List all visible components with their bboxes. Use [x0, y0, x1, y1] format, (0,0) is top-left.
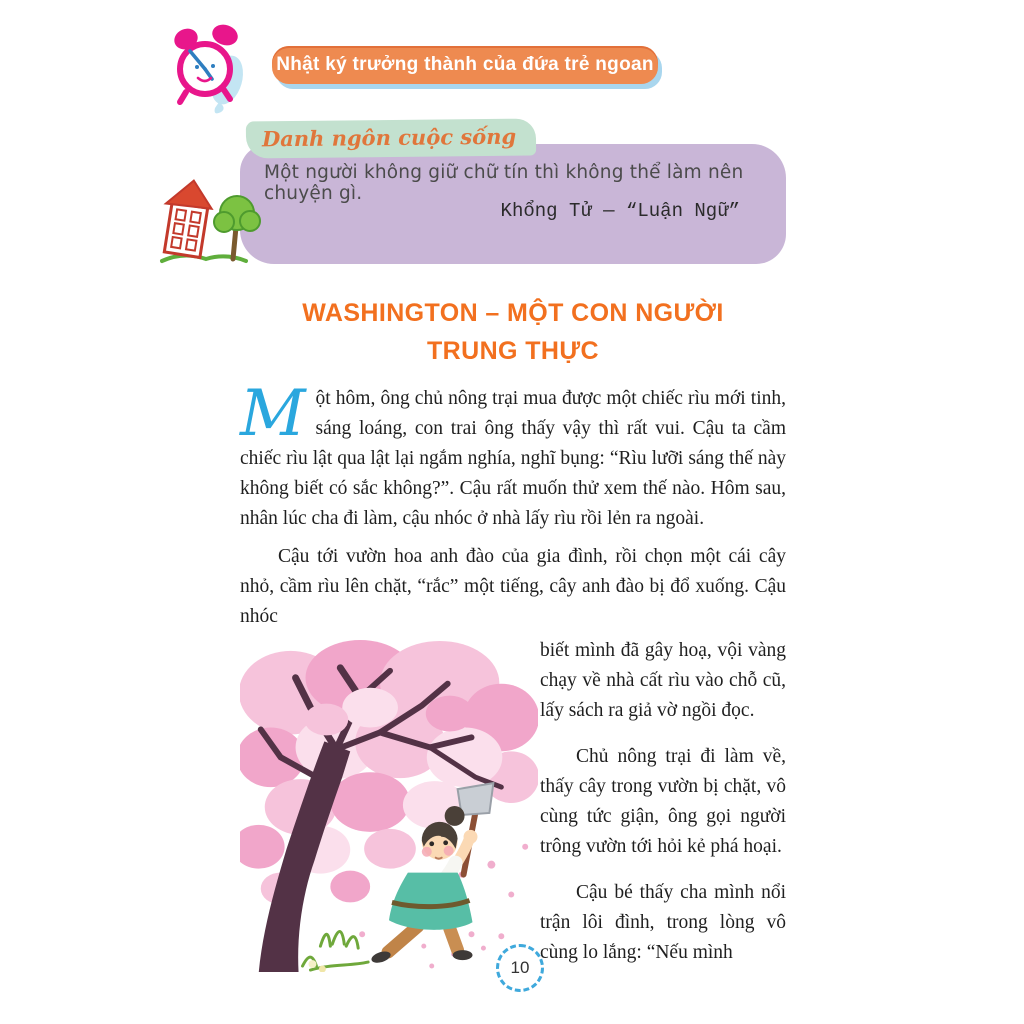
page-number-badge	[496, 944, 544, 992]
drop-cap: M	[240, 377, 306, 451]
illustrated-section	[240, 636, 786, 968]
paragraph-2: Cậu tới vườn hoa anh đào của gia đình, rồi chọn một cái cây nhỏ, cầm rìu lên chặt, “rắc” một tiếng, cây anh đào bị đổ xuống. Cậu nhóc	[240, 546, 786, 627]
paragraph-4: Cậu bé thấy cha mình nổi trận lôi đình, trong lòng vô cùng lo lắng: “Nếu mình	[540, 882, 786, 963]
article-title-line1: WASHINGTON – MỘT CON NGƯỜI	[302, 299, 724, 327]
quote-box	[240, 144, 786, 264]
article-title-line2: TRUNG THỰC	[427, 337, 599, 365]
page-number: 10	[510, 958, 530, 977]
house-and-tree-icon	[154, 175, 272, 273]
paragraph-1	[240, 377, 786, 534]
article-title	[240, 294, 786, 370]
quote-attribution: Khổng Tử — “Luận Ngữ”	[500, 200, 740, 222]
chapter-banner-title: Nhật ký trưởng thành của đứa trẻ ngoan	[276, 54, 654, 75]
alarm-clock-icon	[164, 22, 256, 114]
paragraph-2-continued: biết mình đã gây hoạ, vội vàng chạy về nhà cất rìu vào chỗ cũ, lấy sách ra giả vờ ngồi đọc.	[540, 640, 786, 721]
chapter-banner	[272, 46, 658, 84]
paragraph-1-text: ột hôm, ông chủ nông trại mua được một chiếc rìu mới tinh, sáng loáng, con trai ông thấy vậy thì rất vui. Cậu ta cầm chiếc rìu lật qua lật lại ngắm nghía, nghĩ bụng: “Rìu lưỡi sáng thế này không biết có sắc không?”. Cậu rất muốn thử xem thế nào. Hôm sau, nhân lúc cha đi làm, cậu nhóc ở nhà lấy rìu rồi lẻn ra ngoài.	[240, 388, 786, 529]
article-body	[240, 377, 786, 972]
paragraph-3: Chủ nông trại đi làm về, thấy cây trong vườn bị chặt, vô cùng tức giận, ông gọi người trông vườn tới hỏi kẻ phá hoại.	[540, 746, 786, 857]
quote-section-label: Danh ngôn cuộc sống	[246, 118, 537, 158]
boy-chopping-cherry-blossom-tree-illustration	[240, 638, 538, 972]
quote-text: Một người không giữ chữ tín thì không thể làm nên chuyện gì.	[264, 162, 744, 204]
